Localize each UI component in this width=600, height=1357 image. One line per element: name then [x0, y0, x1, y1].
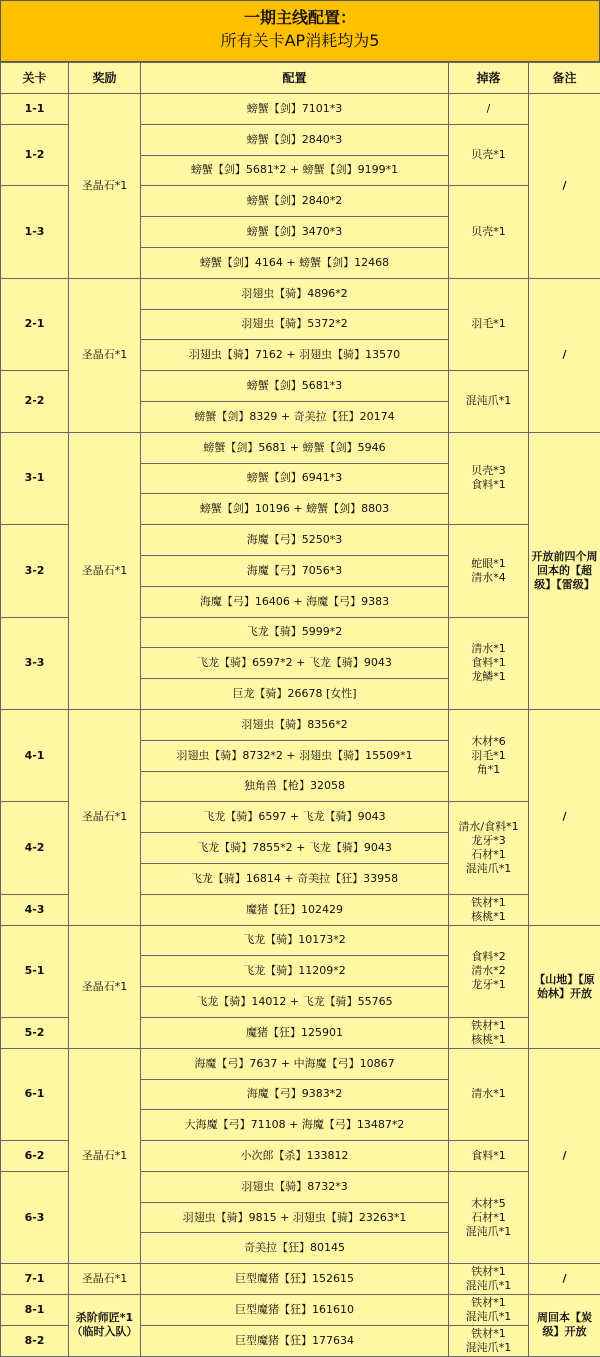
- table-row: [1, 278, 600, 309]
- config-cell: 魔猪【狂】102429: [141, 894, 449, 925]
- stage-cell: 4-2: [1, 802, 69, 894]
- table-row: [1, 1048, 600, 1079]
- reward-cell: 圣晶石*1: [69, 432, 141, 709]
- note-cell: 开放前四个周回本的【超级】【雷级】: [529, 432, 600, 709]
- stage-cell: 3-3: [1, 617, 69, 709]
- config-cell: 羽翅虫【骑】9815 + 羽翅虫【骑】23263*1: [141, 1202, 449, 1233]
- config-cell: 飞龙【骑】6597*2 + 飞龙【骑】9043: [141, 648, 449, 679]
- config-cell: 羽翅虫【骑】7162 + 羽翅虫【骑】13570: [141, 340, 449, 371]
- drop-cell: 木材*6 羽毛*1 角*1: [449, 709, 529, 801]
- header-row: [1, 63, 600, 94]
- page-subtitle: 所有关卡AP消耗均为5: [1, 29, 599, 53]
- config-cell: 奇美拉【狂】80145: [141, 1233, 449, 1264]
- stage-cell: 4-3: [1, 894, 69, 925]
- drop-cell: 清水*1: [449, 1048, 529, 1140]
- reward-cell: 圣晶石*1: [69, 709, 141, 925]
- config-cell: 海魔【弓】7056*3: [141, 555, 449, 586]
- stage-cell: 5-1: [1, 925, 69, 1017]
- config-cell: 飞龙【骑】7855*2 + 飞龙【骑】9043: [141, 833, 449, 864]
- config-cell: 飞龙【骑】14012 + 飞龙【骑】55765: [141, 987, 449, 1018]
- stage-cell: 6-1: [1, 1048, 69, 1140]
- config-cell: 飞龙【骑】10173*2: [141, 925, 449, 956]
- config-cell: 海魔【弓】5250*3: [141, 525, 449, 556]
- note-cell: /: [529, 1048, 600, 1264]
- config-cell: 螃蟹【剑】2840*2: [141, 186, 449, 217]
- config-cell: 独角兽【枪】32058: [141, 771, 449, 802]
- drop-cell: 清水*1 食料*1 龙鳞*1: [449, 617, 529, 709]
- config-cell: 螃蟹【剑】7101*3: [141, 94, 449, 125]
- config-cell: 螃蟹【剑】8329 + 奇美拉【狂】20174: [141, 401, 449, 432]
- table-row: [1, 925, 600, 956]
- config-cell: 螃蟹【剑】6941*3: [141, 463, 449, 494]
- config-cell: 飞龙【骑】11209*2: [141, 956, 449, 987]
- stage-cell: 8-2: [1, 1325, 69, 1356]
- stage-cell: 7-1: [1, 1264, 69, 1295]
- config-cell: 飞龙【骑】16814 + 奇美拉【狂】33958: [141, 863, 449, 894]
- drop-cell: 木材*5 石材*1 混沌爪*1: [449, 1171, 529, 1263]
- note-cell: /: [529, 709, 600, 925]
- note-cell: /: [529, 94, 600, 279]
- reward-cell: 杀阶师匠*1 （临时入队）: [69, 1295, 141, 1357]
- stage-cell: 1-2: [1, 124, 69, 186]
- reward-cell: 圣晶石*1: [69, 278, 141, 432]
- config-cell: 飞龙【骑】5999*2: [141, 617, 449, 648]
- config-cell: 羽翅虫【骑】5372*2: [141, 309, 449, 340]
- stage-cell: 4-1: [1, 709, 69, 801]
- config-cell: 羽翅虫【骑】4896*2: [141, 278, 449, 309]
- table-row: [1, 1295, 600, 1326]
- title-banner: [0, 0, 600, 62]
- config-cell: 巨型魔猪【狂】152615: [141, 1264, 449, 1295]
- config-cell: 螃蟹【剑】3470*3: [141, 217, 449, 248]
- drop-cell: 蛇眼*1 清水*4: [449, 525, 529, 617]
- stage-cell: 3-1: [1, 432, 69, 524]
- header-stage: 关卡: [1, 63, 69, 94]
- config-cell: 羽翅虫【骑】8732*3: [141, 1171, 449, 1202]
- table-row: [1, 709, 600, 740]
- config-cell: 魔猪【狂】125901: [141, 1017, 449, 1048]
- config-cell: 小次郎【杀】133812: [141, 1141, 449, 1172]
- drop-cell: 贝壳*1: [449, 186, 529, 278]
- drop-cell: 铁材*1 混沌爪*1: [449, 1264, 529, 1295]
- drop-cell: 食料*1: [449, 1141, 529, 1172]
- drop-cell: 食料*2 清水*2 龙牙*1: [449, 925, 529, 1017]
- config-cell: 大海魔【弓】71108 + 海魔【弓】13487*2: [141, 1110, 449, 1141]
- reward-cell: 圣晶石*1: [69, 925, 141, 1048]
- header-note: 备注: [529, 63, 600, 94]
- drop-cell: 铁材*1 混沌爪*1: [449, 1295, 529, 1326]
- stage-cell: 1-1: [1, 94, 69, 125]
- stage-cell: 2-2: [1, 371, 69, 433]
- config-cell: 飞龙【骑】6597 + 飞龙【骑】9043: [141, 802, 449, 833]
- note-cell: 【山地】【原始林】开放: [529, 925, 600, 1048]
- stage-cell: 2-1: [1, 278, 69, 370]
- table-row: [1, 1264, 600, 1295]
- config-cell: 海魔【弓】7637 + 中海魔【弓】10867: [141, 1048, 449, 1079]
- header-config: 配置: [141, 63, 449, 94]
- config-cell: 巨型魔猪【狂】177634: [141, 1325, 449, 1356]
- config-cell: 巨型魔猪【狂】161610: [141, 1295, 449, 1326]
- drop-cell: 贝壳*3 食料*1: [449, 432, 529, 524]
- config-cell: 羽翅虫【骑】8732*2 + 羽翅虫【骑】15509*1: [141, 740, 449, 771]
- config-cell: 螃蟹【剑】2840*3: [141, 124, 449, 155]
- stage-cell: 8-1: [1, 1295, 69, 1326]
- drop-cell: 贝壳*1: [449, 124, 529, 186]
- drop-cell: 清水/食料*1 龙牙*3 石材*1 混沌爪*1: [449, 802, 529, 894]
- table-row: [1, 94, 600, 125]
- drop-cell: 铁材*1 核桃*1: [449, 894, 529, 925]
- stage-config-table: [0, 62, 600, 1357]
- reward-cell: 圣晶石*1: [69, 1048, 141, 1264]
- config-cell: 羽翅虫【骑】8356*2: [141, 709, 449, 740]
- note-cell: 周回本【炭级】开放: [529, 1295, 600, 1357]
- stage-cell: 1-3: [1, 186, 69, 278]
- config-cell: 巨龙【骑】26678 [女性]: [141, 679, 449, 710]
- config-cell: 螃蟹【剑】5681*2 + 螃蟹【剑】9199*1: [141, 155, 449, 186]
- config-cell: 螃蟹【剑】5681 + 螃蟹【剑】5946: [141, 432, 449, 463]
- drop-cell: 羽毛*1: [449, 278, 529, 370]
- config-cell: 螃蟹【剑】5681*3: [141, 371, 449, 402]
- reward-cell: 圣晶石*1: [69, 94, 141, 279]
- config-cell: 螃蟹【剑】10196 + 螃蟹【剑】8803: [141, 494, 449, 525]
- drop-cell: 铁材*1 混沌爪*1: [449, 1325, 529, 1356]
- config-cell: 螃蟹【剑】4164 + 螃蟹【剑】12468: [141, 247, 449, 278]
- table-row: [1, 432, 600, 463]
- header-drop: 掉落: [449, 63, 529, 94]
- drop-cell: 铁材*1 核桃*1: [449, 1017, 529, 1048]
- reward-cell: 圣晶石*1: [69, 1264, 141, 1295]
- note-cell: /: [529, 278, 600, 432]
- note-cell: /: [529, 1264, 600, 1295]
- page-title: 一期主线配置：: [1, 1, 599, 29]
- drop-cell: /: [449, 94, 529, 125]
- stage-cell: 3-2: [1, 525, 69, 617]
- config-cell: 海魔【弓】9383*2: [141, 1079, 449, 1110]
- stage-cell: 6-2: [1, 1141, 69, 1172]
- header-reward: 奖励: [69, 63, 141, 94]
- drop-cell: 混沌爪*1: [449, 371, 529, 433]
- config-cell: 海魔【弓】16406 + 海魔【弓】9383: [141, 586, 449, 617]
- stage-cell: 5-2: [1, 1017, 69, 1048]
- stage-cell: 6-3: [1, 1171, 69, 1263]
